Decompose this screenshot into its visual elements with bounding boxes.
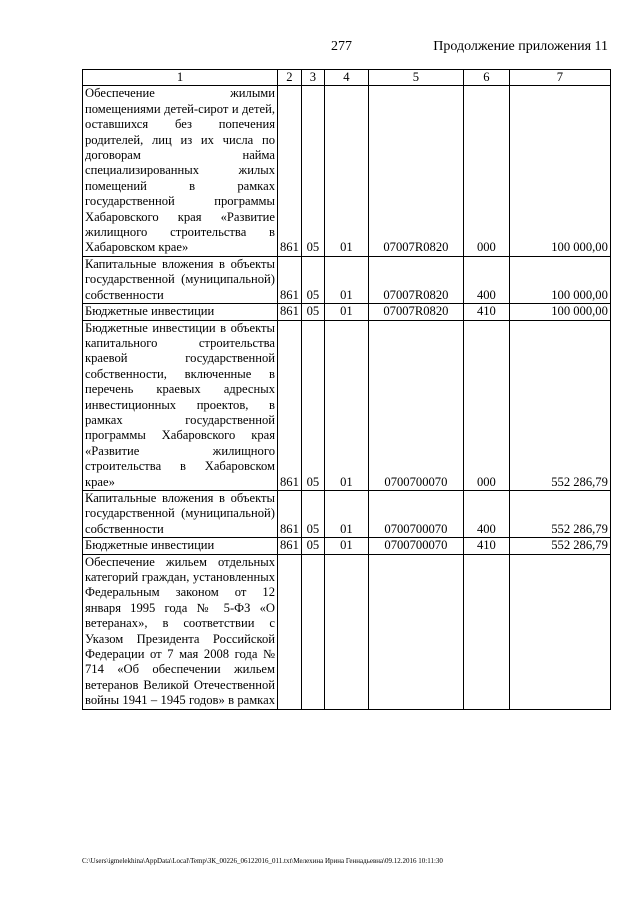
table-row xyxy=(83,256,611,303)
cell-code-2: 861 xyxy=(278,304,302,320)
cell-code-4: 01 xyxy=(324,256,368,303)
cell-code-4: 01 xyxy=(324,304,368,320)
cell-code-4: 01 xyxy=(324,490,368,537)
row-name: Капитальные вложения в объекты государственной (муниципальной) собственности xyxy=(83,490,278,537)
cell-code-5: 07007R0820 xyxy=(368,304,463,320)
row-name: Капитальные вложения в объекты государственной (муниципальной) собственности xyxy=(83,256,278,303)
cell-code-4 xyxy=(324,554,368,709)
cell-code-6: 000 xyxy=(463,86,509,256)
cell-code-4: 01 xyxy=(324,86,368,256)
cell-code-6: 400 xyxy=(463,490,509,537)
cell-code-5: 0700700070 xyxy=(368,320,463,490)
table-row xyxy=(83,490,611,537)
cell-code-3: 05 xyxy=(301,304,324,320)
row-name: Бюджетные инвестиции в объекты капитального строительства краевой государственной собственности, включенные в перечень краевых адресных инвестиционных проектов, в рамках государственной программы Хабаровского края «Развитие жилищного строительства в Хабаровском крае» xyxy=(83,320,278,490)
cell-code-3: 05 xyxy=(301,86,324,256)
cell-code-6: 410 xyxy=(463,538,509,554)
cell-amount xyxy=(509,554,610,709)
appendix-caption: Продолжение приложения 11 xyxy=(433,39,608,54)
cell-code-3 xyxy=(301,554,324,709)
table-row xyxy=(83,538,611,554)
cell-code-6 xyxy=(463,554,509,709)
cell-code-5 xyxy=(368,554,463,709)
table-header-row xyxy=(83,70,611,86)
footer-file-path: C:\Users\igmelekhina\AppData\Local\Temp\ЗК_00226_06122016_011.txt\Мелехина Ирина Геннадьевна\09.12.2016 10:11:30 xyxy=(82,857,443,865)
cell-code-3: 05 xyxy=(301,490,324,537)
row-name: Обеспечение жилыми помещениями детей-сирот и детей, оставшихся без попечения родителей, лиц из их числа по договорам найма специализированных жилых помещений в рамках государственной программы Хабаровского края «Развитие жилищного строительства в Хабаровском крае» xyxy=(83,86,278,256)
cell-code-5: 0700700070 xyxy=(368,490,463,537)
cell-code-6: 410 xyxy=(463,304,509,320)
cell-code-5: 07007R0820 xyxy=(368,256,463,303)
cell-code-2 xyxy=(278,554,302,709)
cell-amount: 100 000,00 xyxy=(509,256,610,303)
column-header: 6 xyxy=(463,70,509,86)
cell-code-4: 01 xyxy=(324,320,368,490)
page-number: 277 xyxy=(331,39,352,54)
column-header: 1 xyxy=(83,70,278,86)
cell-code-3: 05 xyxy=(301,256,324,303)
cell-amount: 552 286,79 xyxy=(509,320,610,490)
cell-amount: 100 000,00 xyxy=(509,86,610,256)
cell-amount: 552 286,79 xyxy=(509,490,610,537)
cell-code-5: 07007R0820 xyxy=(368,86,463,256)
row-name: Бюджетные инвестиции xyxy=(83,538,278,554)
column-header: 5 xyxy=(368,70,463,86)
cell-code-4: 01 xyxy=(324,538,368,554)
table-row xyxy=(83,320,611,490)
column-header: 3 xyxy=(301,70,324,86)
table-row xyxy=(83,554,611,709)
table-row xyxy=(83,86,611,256)
table-row xyxy=(83,304,611,320)
column-header: 7 xyxy=(509,70,610,86)
column-header: 2 xyxy=(278,70,302,86)
cell-code-5: 0700700070 xyxy=(368,538,463,554)
cell-code-6: 400 xyxy=(463,256,509,303)
cell-code-2: 861 xyxy=(278,86,302,256)
cell-code-3: 05 xyxy=(301,538,324,554)
cell-amount: 552 286,79 xyxy=(509,538,610,554)
budget-table xyxy=(82,69,611,710)
row-name: Обеспечение жильем отдельных категорий граждан, установленных Федеральным законом от 12 января 1995 года № 5-ФЗ «О ветеранах», в соответствии с Указом Президента Российской Федерации от 7 мая 2008 года № 714 «Об обеспечении жильем ветеранов Великой Отечественной войны 1941 – 1945 годов» в рамках xyxy=(83,554,278,709)
cell-code-2: 861 xyxy=(278,490,302,537)
cell-amount: 100 000,00 xyxy=(509,304,610,320)
cell-code-2: 861 xyxy=(278,320,302,490)
column-header: 4 xyxy=(324,70,368,86)
cell-code-3: 05 xyxy=(301,320,324,490)
cell-code-6: 000 xyxy=(463,320,509,490)
cell-code-2: 861 xyxy=(278,538,302,554)
row-name: Бюджетные инвестиции xyxy=(83,304,278,320)
cell-code-2: 861 xyxy=(278,256,302,303)
